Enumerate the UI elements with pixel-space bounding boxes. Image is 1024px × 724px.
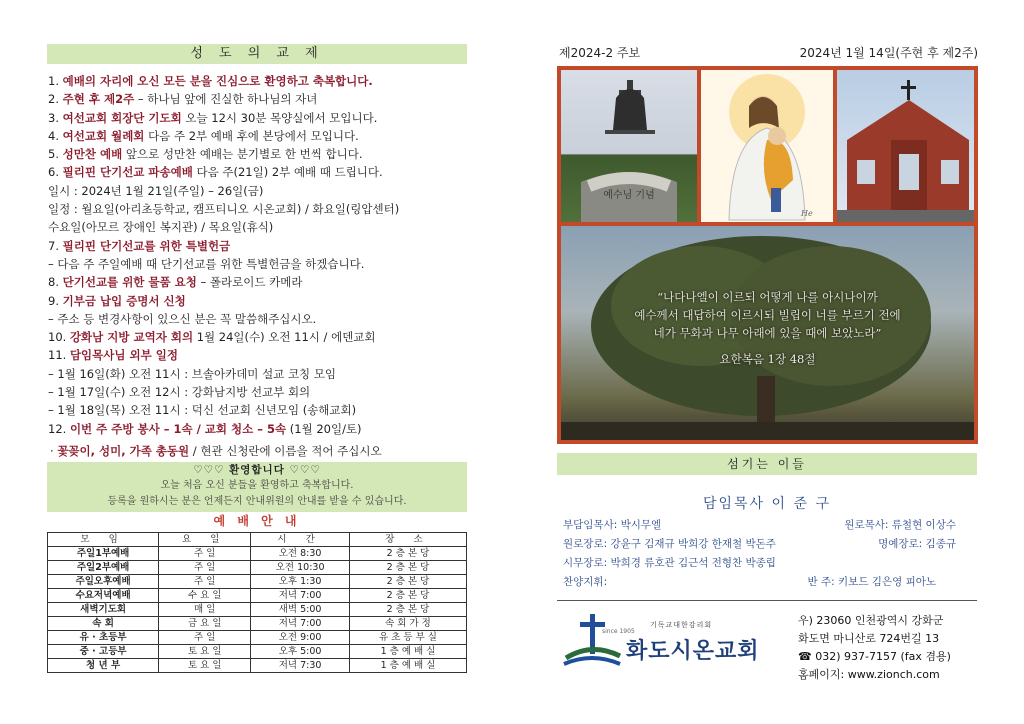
staff-row-4-left: 찬양지휘:: [563, 576, 608, 588]
table-cell: 오후 1:30: [251, 575, 350, 589]
table-cell: 주일2부예배: [48, 561, 159, 575]
announcement-highlight: 성만찬 예배: [62, 147, 123, 162]
quote-line-1: “나다나엘이 이르되 어떻게 나를 아시나이까: [657, 290, 878, 304]
church-address: [798, 612, 951, 684]
table-cell: 오후 5:00: [251, 645, 350, 659]
announcement-text: 11.: [48, 348, 70, 363]
bell-illustration: [561, 70, 697, 222]
announcement-text: 3.: [48, 110, 63, 125]
announcement-item: [48, 218, 478, 236]
table-cell: 토 요 일: [159, 659, 251, 673]
table-row: [48, 575, 467, 589]
staff-row-2-left: 원로장로: 강윤구 김재규 박희강 한재철 박돈주: [563, 538, 776, 550]
logo-org: 기독교대한감리회: [650, 621, 713, 629]
table-cell: 주일오후예배: [48, 575, 159, 589]
announcement-item: [48, 401, 478, 419]
announcement-text: 다음 주(21일) 2부 예배 때 드립니다.: [192, 165, 383, 180]
announcement-highlight: 예배의 자리에 오신 모든 분을 진심으로 환영하고 축복합니다.: [62, 74, 373, 88]
announcement-text: – 1월 16일(화) 오전 11시 : 브솔아카데미 설교 코칭 모임: [48, 366, 337, 381]
announcement-text: 1월 24일(수) 오전 11시 / 에덴교회: [193, 330, 376, 345]
announcement-item: [48, 237, 478, 255]
table-cell: 주일1부예배: [48, 547, 159, 561]
table-cell: 새벽기도회: [48, 603, 159, 617]
announcement-text: 7.: [48, 238, 63, 253]
announcement-highlight: 단기선교를 위한 물품 요청: [62, 275, 197, 290]
bell-photo: [561, 70, 697, 222]
announcement-text: 12.: [48, 421, 70, 436]
homepage-link[interactable]: 홈페이지: www.zionch.com: [798, 668, 940, 681]
announcement-text: – 1월 18일(목) 오전 11시 : 덕신 선교회 신년모임 (송해교회): [48, 403, 357, 418]
issue-number: 제2024-2 주보: [559, 46, 641, 60]
church-photo: [837, 70, 974, 222]
section-title: 성 도 의 교 제: [47, 44, 467, 64]
announcement-item: [48, 383, 478, 401]
church-illustration: [837, 70, 974, 222]
welcome-box: [47, 462, 467, 512]
church-logo: [562, 612, 792, 672]
table-header: 시 간: [251, 533, 350, 547]
scripture-quote: [561, 288, 974, 368]
announcement-text: 4.: [48, 128, 63, 143]
announcement-text: 9.: [48, 293, 63, 308]
table-cell: 저녁 7:00: [251, 589, 350, 603]
announcement-item: [48, 182, 478, 200]
senior-pastor: 담임목사 이 준 구: [702, 496, 832, 512]
announcement-text: 수요일(아모르 장애인 복지관) / 목요일(휴식): [48, 220, 274, 235]
table-cell: 유 초 등 부 실: [349, 631, 466, 645]
table-cell: 2 층 본 당: [349, 547, 466, 561]
bulletin-date: 2024년 1월 14일(주현 후 제2주): [799, 46, 978, 60]
table-header: 요 일: [159, 533, 251, 547]
table-row: [48, 589, 467, 603]
announcement-highlight: 강화남 지방 교역자 회의: [69, 330, 194, 345]
photo-collage: [557, 66, 978, 444]
table-cell: 속 회 가 정: [349, 617, 466, 631]
announcement-text: – 다음 주 주일예배 때 단기선교를 위한 특별헌금을 하겠습니다.: [48, 256, 365, 271]
cross-logo-icon: [562, 612, 622, 668]
table-cell: 금 요 일: [159, 617, 251, 631]
table-cell: 주 일: [159, 575, 251, 589]
table-cell: 매 일: [159, 603, 251, 617]
table-header: 모 임: [48, 533, 159, 547]
table-cell: 2 층 본 당: [349, 575, 466, 589]
table-cell: 1 층 예 배 실: [349, 645, 466, 659]
table-cell: 청 년 부: [48, 659, 159, 673]
worship-schedule-table: [47, 532, 467, 673]
table-cell: 속 회: [48, 617, 159, 631]
announcement-item: [48, 127, 478, 145]
table-cell: 유 · 초등부: [48, 631, 159, 645]
announcement-text: 8.: [48, 275, 63, 290]
address-line-1: 우) 23060 인천광역시 강화군: [798, 614, 944, 627]
announcement-item: [48, 255, 478, 273]
table-cell: 2 층 본 당: [349, 603, 466, 617]
quote-line-2: 예수께서 대답하여 이르시되 빌립이 너를 부르기 전에: [634, 308, 901, 322]
table-cell: 수 요 일: [159, 589, 251, 603]
table-cell: 주 일: [159, 631, 251, 645]
announcement-text: 앞으로 성만찬 예배는 분기별로 한 번씩 합니다.: [122, 147, 363, 162]
table-cell: 새벽 5:00: [251, 603, 350, 617]
welcome-title: ♡♡♡ 환영합니다 ♡♡♡: [193, 464, 321, 476]
announcement-highlight: 담임목사님 외부 일정: [69, 348, 178, 363]
announcement-text: (1월 20일/토): [286, 421, 362, 436]
footer-divider: [557, 600, 977, 601]
announcement-text: 2.: [48, 92, 63, 107]
stone-text: 예수님 기념: [603, 190, 655, 201]
table-cell: 1 층 예 배 실: [349, 659, 466, 673]
table-cell: 오전 10:30: [251, 561, 350, 575]
announcement-text: 다음 주 2부 예배 후에 본당에서 모입니다.: [144, 128, 359, 143]
phone-line: ☎ 032) 937-7157 (fax 겸용): [798, 650, 951, 663]
jesus-drawing: [701, 70, 833, 222]
staff-row-2-right: 명예장로: 김종규: [878, 538, 956, 550]
table-cell: 저녁 7:00: [251, 617, 350, 631]
announcement-text: 일정 : 월요일(아리초등학교, 캠프티니오 시온교회) / 화요일(링압센터): [48, 202, 400, 217]
table-cell: 2 층 본 당: [349, 589, 466, 603]
table-row: [48, 617, 467, 631]
announcement-list: [48, 72, 478, 438]
logo-church-name: 화도시온교회: [626, 639, 760, 664]
announcement-text: – 1월 17일(수) 오전 12시 : 강화남지방 선교부 회의: [48, 385, 311, 400]
announcement-highlight: 여선교회 회장단 기도회: [62, 110, 182, 125]
quote-line-3: 네가 무화과 나무 아래에 있을 때에 보았노라”: [653, 326, 882, 340]
servants-title: 섬기는 이들: [557, 453, 977, 475]
announcement-highlight: 필리핀 단기선교 파송예배: [62, 165, 193, 180]
staff-row-1-left: 부담임목사: 박시무엘: [563, 519, 662, 531]
table-row: [48, 645, 467, 659]
announcement-item: [48, 292, 478, 310]
quote-reference: 요한복음 1장 48절: [719, 352, 816, 366]
announcement-text: 5.: [48, 147, 63, 162]
announcement-highlight: 이번 주 주방 봉사 – 1속 / 교회 청소 – 5속: [69, 421, 287, 436]
announcement-text: – 폴라로이드 카메라: [196, 275, 303, 290]
announcement-text: 6.: [48, 165, 63, 180]
table-cell: 오전 8:30: [251, 547, 350, 561]
announcement-item: [48, 310, 478, 328]
announcement-text: – 주소 등 변경사항이 있으신 분은 꼭 말씀해주십시오.: [48, 311, 317, 326]
table-row: [48, 561, 467, 575]
announcement-highlight: 주현 후 제2주: [62, 92, 135, 107]
announcement-item: [48, 163, 478, 181]
table-row: [48, 659, 467, 673]
table-cell: 2 층 본 당: [349, 561, 466, 575]
announcement-text: 일시 : 2024년 1월 21일(주일) – 26일(금): [48, 183, 264, 198]
announcement-item: [48, 365, 478, 383]
announcement-item: [48, 346, 478, 364]
announcement-item: [48, 273, 478, 291]
welcome-line-1: 오늘 처음 오신 분들을 환영하고 축복합니다.: [160, 480, 354, 491]
sign-up-note: · 꽃꽂이, 성미, 가족 총동원 / 현관 신청란에 이름을 적어 주십시오: [50, 444, 382, 458]
worship-title: 예 배 안 내: [213, 514, 301, 528]
announcement-item: [48, 145, 478, 163]
announcement-item: [48, 420, 478, 438]
table-row: [48, 603, 467, 617]
announcement-item: [48, 90, 478, 108]
announcement-text: – 하나님 앞에 진실한 하나님의 자녀: [134, 92, 318, 107]
table-cell: 수요저녁예배: [48, 589, 159, 603]
staff-row-1-right: 원로목사: 류철현 이상수: [844, 519, 956, 531]
announcement-item: [48, 72, 478, 90]
announcement-text: 10.: [48, 330, 70, 345]
table-cell: 주 일: [159, 547, 251, 561]
address-line-2: 화도면 마니산로 724번길 13: [798, 632, 940, 645]
announcement-highlight: 기부금 납입 증명서 신청: [62, 293, 186, 308]
fig-tree-photo: [561, 226, 974, 440]
announcement-item: [48, 200, 478, 218]
table-cell: 주 일: [159, 561, 251, 575]
announcement-highlight: 여선교회 월례회: [62, 128, 145, 143]
table-cell: 토 요 일: [159, 645, 251, 659]
announcement-text: 1.: [48, 74, 63, 88]
table-header: 장 소: [349, 533, 466, 547]
table-cell: 오전 9:00: [251, 631, 350, 645]
table-cell: 중 · 고등부: [48, 645, 159, 659]
welcome-line-2: 등록을 원하시는 분은 언제든지 안내위원의 안내를 받을 수 있습니다.: [107, 496, 407, 507]
announcement-text: 오늘 12시 30분 목양실에서 모입니다.: [181, 110, 378, 125]
note-highlight: 꽃꽂이, 성미, 가족 총동원: [57, 444, 190, 458]
announcement-item: [48, 328, 478, 346]
staff-row-4-right: 반 주: 키보드 김은영 피아노: [807, 576, 936, 588]
staff-row-3-left: 시무장로: 박희경 류호관 김근석 전형찬 박종립: [563, 557, 776, 569]
table-row: [48, 547, 467, 561]
table-cell: 저녁 7:30: [251, 659, 350, 673]
table-row: [48, 631, 467, 645]
announcement-item: [48, 109, 478, 127]
embrace-illustration: [701, 70, 833, 222]
announcement-highlight: 필리핀 단기선교를 위한 특별헌금: [62, 238, 231, 253]
logo-since: since 1905: [602, 628, 635, 635]
signature: He: [801, 209, 813, 218]
